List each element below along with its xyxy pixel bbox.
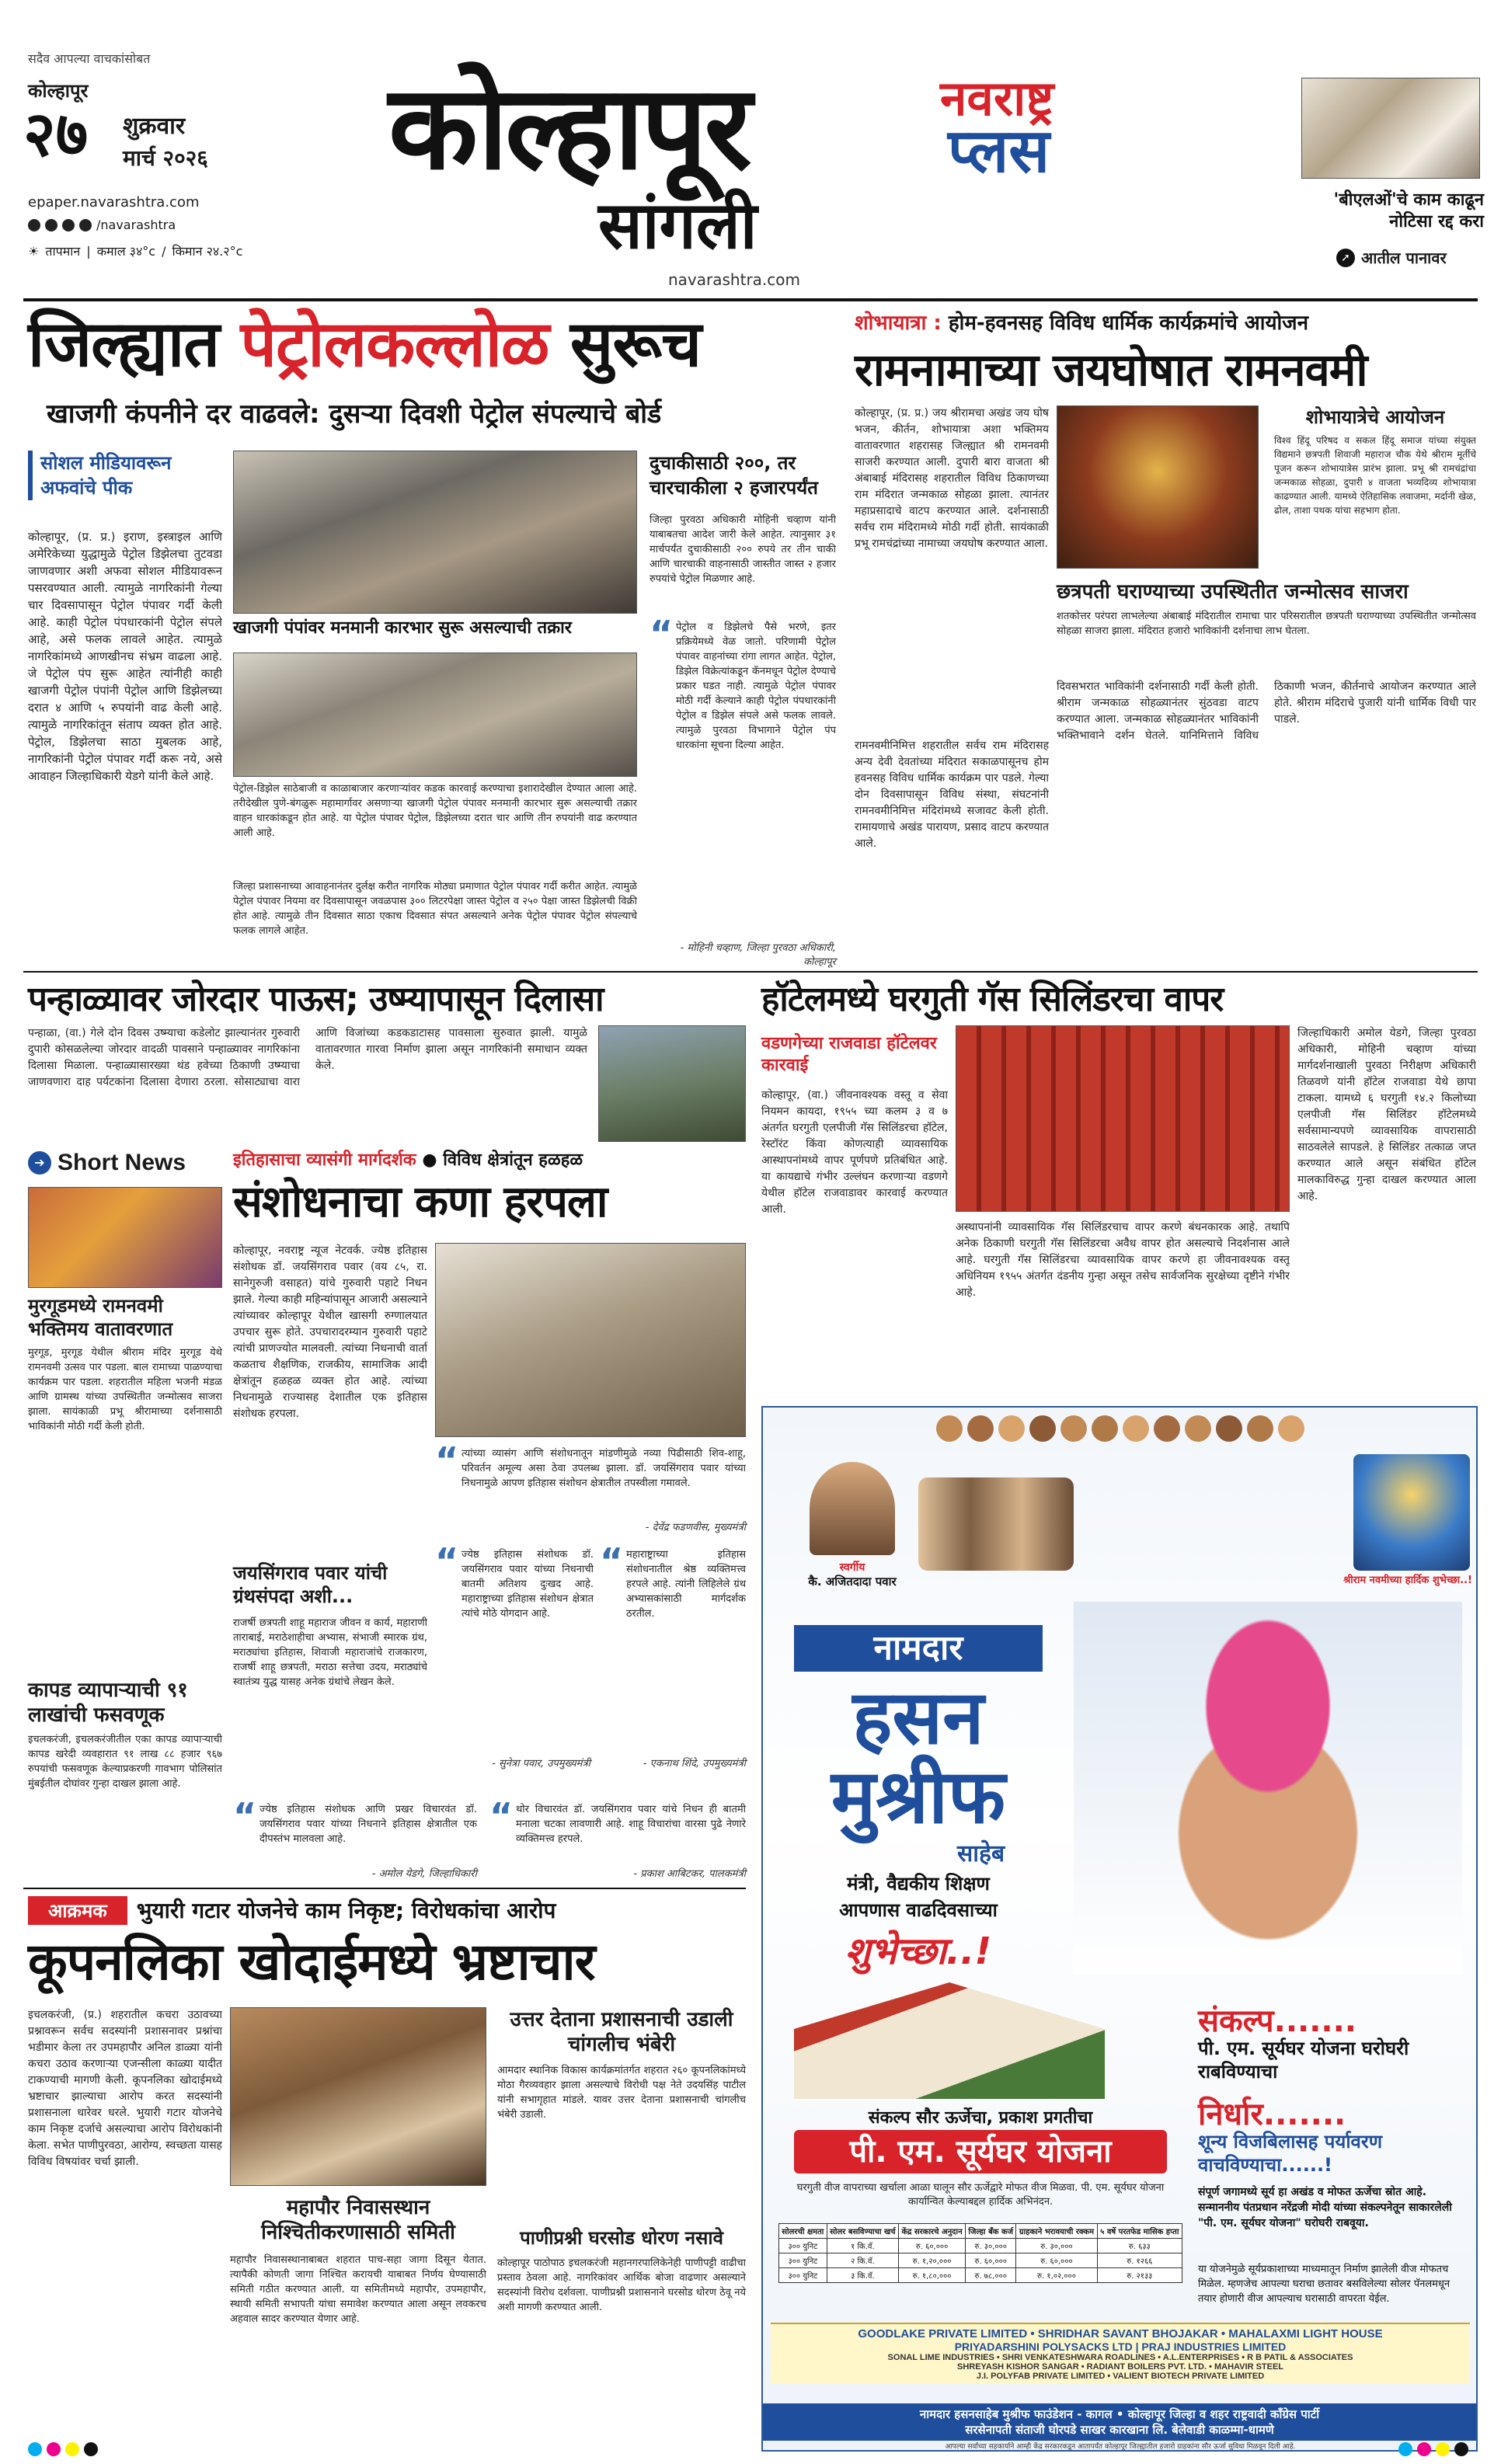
youtube-icon[interactable] [79,219,92,231]
obituary-headline: संशोधनाचा कणा हरपला [233,1177,608,1227]
temp-min: किमान २४.२°c [172,244,243,259]
advert-fine-print: आपल्या सर्वांच्या सहकार्याने आम्ही केंद्र सरकारकडून आतापर्यंत कोल्हापूर जिल्ह्यातील हजारो ग्राहकांना सौर ऊर्जा सुविधा मिळवून दिली आहे. [945,2443,1296,2451]
obituary-sig3: - एकनाथ शिंदे, उपमुख्यमंत्री [643,1758,746,1770]
edition-city: कोल्हापूर [28,80,89,102]
advert-late-portrait [810,1462,895,1555]
advert-scheme-desc: घरगुती वीज वापराच्या खर्चाला आळा घालून सौर ऊर्जेद्वारे मोफत वीज मिळवा. पी. एम. सूर्यघर योजना कार्यान्वित केल्याबद्दल हार्दिक अभिनंदन. [796,2182,1165,2208]
registration-marks-left [28,2442,103,2456]
lead-quote-sig: - मोहिनी चव्हाण, जिल्हा पुरवठा अधिकारी, कोल्हापूर [680,942,836,968]
advert-sankalp-line: पी. एम. सूर्यघर योजना घरोघरी राबविण्याचा [1198,2038,1409,2083]
advert-ram-image [1353,1454,1470,1571]
short-news-item1-head: मुरगूडमध्ये रामनवमी भक्तिमय वातावरणात [28,1295,173,1340]
sponsor-line4: SHREYASH KISHOR SANGAR • RADIANT BOILERS PVT. LTD. • MAHAVIR STEEL [956,2362,1284,2372]
advert-name-suffix: साहेब [957,1840,1005,1867]
short-news-item2-head: कापड व्यापाऱ्याची ९१ लाखांची फसवणूक [28,1679,188,1727]
lead-body-col1: कोल्हापूर, (प्र. प्र.) इराण, इस्त्राइल आणि अमेरिकेच्या युद्धामुळे पेट्रोल डिझेलचा तुटवडा जाणवणार अशी अफवा सोशल मीडियावरून पसरवण्यात आली. त्यामुळे नागरिकांनी गेल्या चार दिवसापासून पेट्रोल पंपावर गर्दी केली आहे. काही पेट्रोल पंपधारकांनी पेट्रोल संपले आहे, असे फलक लावले आहेत. त्यामुळे नागरिकांमध्ये आणखीनच संभ्रम वाढला आहे. जे पेट्रोल पंप सुरू आहेत त्यांनीही काही खाजगी पेट्रोल पंपांनी पेट्रोल आणि डिझेलच्या दरात ४ आणि ५ रुपयांनी वाढ केली आहे. त्यामुळे नागरिकांतून संताप व्यक्त होत आहे. पेट्रोल, डिझेलचा साठा मुबलक आहे, नागरिकांनी पेट्रोल पंपावर गर्दी करू नये, असे आवाहन जिल्हाधिकारी येडगे यांनी केले आहे. [28,530,222,783]
divider-2 [23,1888,746,1889]
table-cell: रु. ६०,००० [899,2239,966,2253]
social-icons [28,218,176,232]
advert-main-portrait [1074,1602,1462,1975]
quote-icon-6: “ [489,1795,514,1837]
arrow-circle-icon: ➚ [1336,249,1355,267]
table-cell: रु. २१३३ [1097,2268,1182,2283]
short-news-label: ➔ Short News [28,1150,222,1176]
sponsor-line1: GOODLAKE PRIVATE LIMITED • SHRIDHAR SAVANT BHOJAKAR • MAHALAXMI LIGHT HOUSE [858,2327,1383,2340]
advert-pledge-body: संपूर्ण जगामध्ये सूर्य हा अखंड व मोफत ऊर्जेचा स्रोत आहे. सन्माननीय पंतप्रधान नरेंद्रजी मोदी यांच्या संकल्पनेतून साकारलेली "पी. एम. सूर्यघर योजना" घरोघरी राबवूया. [1198,2186,1452,2229]
table-cell: रु. ७८,००० [966,2268,1016,2283]
obituary-quote2: ज्येष्ठ इतिहास संशोधक डॉ. जयसिंगराव पवार यांच्या निधनाची बातमी अतिशय दुःखद आहे. महाराष्ट्राच्या इतिहास संशोधन क्षेत्रात त्यांचे मोठे योगदान आहे. [461,1549,594,1620]
epaper-link[interactable]: epaper.navarashtra.com [28,194,200,211]
sponsor-line2: PRIYADARSHINI POLYSACKS LTD | PRAJ INDUSTRIES LIMITED [954,2340,1287,2353]
lead-photo-caption: खाजगी पंपांवर मनमानी कारभार सुरू असल्याची तक्रार [233,618,572,638]
ramnavami-body-left2: रामनवमीनिमित्त शहरातील सर्वच राम मंदिरासह अन्य देवी देवतांच्या मंदिरात सकाळपासूनच होम हवनसह विविध धार्मिक कार्यक्रम पार पडले. गेल्या दोन दिवसापासून विविध संस्था, संघटनांनी रामनवमीनिमित्त मंदिरांमध्ये सजावट केली होती. रामायणाचे अखंड पारायण, प्रसाद वाटप करण्यात आले. [855,740,1049,850]
advert-ram-greeting: श्रीराम नवमीच्या हार्दिक शुभेच्छा..! [1343,1575,1472,1586]
table-header-cell: ग्राहकाने भरावयाची रक्कम [1016,2224,1097,2239]
advert-late-label: स्वर्गीय [839,1561,865,1574]
table-cell: रु. ३०,००० [966,2239,1016,2253]
table-header-cell: जिल्हा बँक कर्ज [966,2224,1016,2239]
hotel-body2: अस्थापनांनी व्यावसायिक गॅस सिलिंडरचाच वापर करणे बंधनकारक आहे. तथापि अनेक ठिकाणी घरगुती गॅस सिलिंडरचा अवैध वापर होत असल्याचे निदर्शनास आले आहे. घरगुती गॅस सिलिंडरचा व्यावसायिक वापर करणे हा जीवनावश्यक वस्तू अधिनियम १९५५ अंतर्गत दंडनीय गुन्हा असून तसेच सार्वजनिक सुरक्षेच्या दृष्टीने गंभीर आहे. [956,1221,1290,1299]
lead-photo-2 [233,653,637,777]
table-cell: २ कि.वॅ. [827,2253,898,2268]
drain-kicker-row [28,1895,746,1925]
obituary-quote4: ज्येष्ठ इतिहास संशोधक आणि प्रखर विचारवंत डॉ. जयसिंगराव पवार यांच्या निधनाने इतिहास क्षेत्रातील एक दीपस्तंभ मालवला आहे. [259,1804,477,1845]
hotel-photo [956,1025,1290,1212]
obituary-sig4: - अमोल येडगे, जिल्हाधिकारी [371,1868,477,1880]
teaser-link[interactable] [1336,247,1447,268]
advert[interactable] [761,1406,1478,2452]
table-cell: रु. ६३३ [1097,2239,1182,2253]
lead-box-body: जिल्हा पुरवठा अधिकारी मोहिनी चव्हाण यांनी याबाबतचा आदेश जारी केले आहेत. त्यानुसार ३१ मार्चपर्यंत दुचाकीसाठी २०० रुपये तर तीन चाकी आणि चारचाकी वाहनासाठी जास्तीत जास्त २ हजार रुपयांचे पेट्रोल मिळणार आहे. [650,514,836,585]
lead-subhead: खाजगी कंपनीने दर वाढवले: दुसऱ्या दिवशी पेट्रोल संपल्याचे बोर्ड [47,398,662,430]
advert-scheme-tag: संकल्प सौर ऊर्जेचा, प्रकाश प्रगतीचा [868,2108,1093,2128]
lead-photo [233,451,637,614]
lead-photo-body2: जिल्हा प्रशासनाच्या आवाहनानंतर दुर्लक्ष करीत नागरिक मोठ्या प्रमाणात पेट्रोल पंपावर गर्दी करीत आहेत. त्यामुळे पेट्रोल पंपावर नियमा वर दिवसापासून जवळपास ३०० लिटरपेक्षा जास्त पेट्रोल व २५० पेक्षा जास्त डिझेलची विक्री होत आहे. त्यामुळे तीन दिवसात साठा एकाच दिवसात संपत असल्याने अनेक पेट्रोल पंपावर पेट्रोल संपल्याचे फलक लागले आहेत. [233,881,637,937]
facebook-icon[interactable] [28,219,40,231]
drain-kicker-text: भुयारी गटार योजनेचे काम निकृष्ट; विरोधकांचा आरोप [136,1898,556,1923]
obituary-kicker: इतिहासाचा व्यासंगी मार्गदर्शक ● विविध क्षेत्रांतून हळहळ [233,1150,583,1170]
weather-strip: ☀ तापमान | कमाल ३४°c / किमान २४.२°c [28,243,243,259]
drain-headline: कूपनलिका खोदाईमध्ये भ्रष्टाचार [28,1932,595,1992]
short-news-item1-body: मुरगूड, मुरगूड येथील श्रीराम मंदिर मुरगूड येथे रामनवमी उत्सव पार पडला. बाल रामाच्या पाळण्याचा कार्यक्रम पार पडला. शहरातील महिला भजनी मंडळ आणि ग्रामस्थ यांच्या उपस्थितीत जन्मोत्सव साजरा झाला. सायंकाळी प्रभू श्रीरामाच्या दर्शनासाठी भाविकांनी मोठी गर्दी केली होती. [28,1347,222,1432]
masthead-tagline: सदैव आपल्या वाचकांसोबत [28,51,151,66]
ramnavami-sub-head: छत्रपती घराण्याच्या उपस्थितीत जन्मोत्सव साजरा [1057,580,1409,604]
drain-body: इचलकरंजी, (प्र.) शहरातील कचरा उठावच्या प्रश्नावरून सर्वच सदस्यांनी प्रशासनावर प्रश्नांचा भडीमार केला तर उपमहापौर अनिल डाळ्या यांनी कचरा उठाव करणाऱ्या एजन्सीला काळ्या यादीत टाकण्याची मागणी केली. कूपनलिका खोदाईमध्ये भ्रष्टाचार झाल्याचा आरोप करत सदस्यांनी प्रशासनाला धारेवर धरले. भुयारी गटार योजनेचे काम निकृष्ट दर्जाचे असल्याचा आरोप विरोधकांनी केला. सभेत पाणीपुरवठा, आरोग्य, स्वच्छता यासह विविध विषयांवर चर्चा झाली. [28,2009,222,2168]
day-number: २७ [23,98,89,170]
advert-name-line2: मुश्रीफ [831,1753,1006,1840]
table-cell: रु. १,८०,००० [899,2268,966,2283]
title-main: कोल्हापूर [388,61,749,196]
table-cell: रु. १२६६ [1097,2253,1182,2268]
lead-headline: जिल्ह्यात पेट्रोलकल्लोळ सुरूच [28,308,702,381]
table-header-cell: केंद्र सरकारचे अनुदान [899,2224,966,2239]
table-cell: ३०० युनिट [779,2239,827,2253]
advert-pledge-body2: या योजनेमुळे सूर्यप्रकाशाच्या माध्यमातून निर्माण झालेली वीज मोफतच मिळेल. म्हणजेच आपल्या घराचा छतावर बसविलेल्या सोलर पॅनलमधून तयार होणारी वीज आपल्याच घरासाठी वापरता येईल. [1198,2264,1451,2305]
obituary-sub-head: जयसिंगराव पवार यांची ग्रंथसंपदा अशी... [233,1562,388,1607]
obituary-photo [435,1243,746,1437]
table-cell: रु. १,०२,००० [1016,2268,1097,2283]
drain-col2-body: महापौर निवासस्थानाबाबत शहरात पाच-सहा जागा दिसून येतात. त्यापैकी कोणती जागा निश्चित करायची याबाबत निर्णय घेण्यासाठी समिती गठीत करण्यात आली. या समितीमध्ये महापौर, उपमहापौर, स्थायी समिती सभापती यांचा समावेश करण्यात आला असून लवकरच अहवाल सादर करण्यात येणार आहे. [230,2254,486,2325]
table-cell: ३०० युनिट [779,2253,827,2268]
ramnavami-kicker: शोभायात्रा : होम-हवनसह विविध धार्मिक कार्यक्रमांचे आयोजन [855,311,1308,335]
panhala-body: पन्हाळा, (वा.) गेले दोन दिवस उष्म्याचा कडेलोट झाल्यानंतर गुरुवारी दुपारी कोसळलेल्या जोरदार वादळी पावसाने पन्हाळ्यावर नागरिकांना दिलासा मिळाला. पन्हाळ्यासारख्या थंड हवेच्या ठिकाणी उष्म्याचा जाणवणारा दाह पर्यटकांना दिलासा देणारा ठरला. सोसाट्याचा वारा आणि विजांच्या कडकडाटासह पावसाला सुरुवात झाली. यामुळे वातावरणात गारवा निर्माण झाला असून नागरिकांनी समाधान व्यक्त केले. [28,1027,587,1088]
website[interactable]: navarashtra.com [668,270,800,289]
table-row [779,2239,1182,2253]
obituary-quote5: थोर विचारवंत डॉ. जयसिंगराव पवार यांचे निधन ही बातमी मनाला चटका लावणारी आहे. शाहू विचारांचा वारसा पुढे नेणारे व्यक्तिमत्त्व हरपले. [516,1804,746,1845]
masthead [0,0,1501,303]
advert-wishes: शुभेच्छा..! [845,1930,992,1973]
obituary-body: कोल्हापूर, नवराष्ट्र न्यूज नेटवर्क. ज्येष्ठ इतिहास संशोधक डॉ. जयसिंगराव पवार (वय ८५, रा. सानेगुरुजी वसाहत) यांचे गुरुवारी पहाटे निधन झाले. गेल्या काही महिन्यांपासून आजारी असल्याने त्यांच्यावर कोल्हापूर येथील खासगी रुग्णालयात उपचार सुरू होते. उपचारादरम्यान गुरुवारी पहाटे त्यांची प्राणज्योत मालवली. त्यांच्या निधनाची वार्ता कळताच शैक्षणिक, राजकीय, सामाजिक आदी क्षेत्रांतून हळहळ व्यक्त होत आहे. त्यांच्या निधनामुळे राज्यासह देशातील एक इतिहास संशोधक हरपला. [233,1244,427,1420]
table-cell: रु. ३०,००० [1016,2239,1097,2253]
table-header-cell: सोलरची क्षमता [779,2224,827,2239]
quote-icon-2: “ [435,1439,459,1481]
short-news-photo [28,1187,222,1288]
lead-quote-body: पेट्रोल व डिझेलचे पैसे भरणे, इतर प्रक्रियेमध्ये वेळ जातो. परिणामी पेट्रोल पंपावर वाहनांच्या रांगा लागत आहेत. पेट्रोल, डिझेल विक्रेत्यांकडून कॅनमधून पेट्रोल देण्याचे प्रकार घडत नाही. त्यामुळे पेट्रोल पंपावर मोठी गर्दी केल्याने काही पेट्रोल पंपधारकांनी पेट्रोल व डिझेल संपले असे फलक लावले. त्यामुळे पुरवठा विभागाने पेट्रोल पंप धारकांना सूचना दिल्या आहेत. [676,621,836,751]
advert-footer [763,2403,1476,2441]
teaser-headline[interactable]: 'बीएलओं'चे काम काढून नोटिसा रद्द करा [1333,190,1484,231]
x-icon[interactable] [45,219,57,231]
table-cell: रु. ६०,००० [966,2253,1016,2268]
ramnavami-body-right: दिवसभरात भाविकांनी दर्शनासाठी गर्दी केली होती. श्रीराम जन्मकाळ सोहळ्यानंतर सुंठवडा वाटप करण्यात आला. जन्मकाळ सोहळ्यानंतर भाविकांनी भक्तिभावाने दर्शन घेतले. यानिमित्ताने विविध ठिकाणी भजन, कीर्तनाचे आयोजन करण्यात आले होते. श्रीराम मंदिराचे पुजारी यांनी धार्मिक विधी पार पाडले. [1057,680,1476,742]
advert-sankalp-title: संकल्प....... [1198,2003,1357,2039]
table-cell: १ कि.वॅ. [827,2239,898,2253]
advert-nirdhar-line: शून्य विजबिलासह पर्यावरण वाचविण्याचा......! [1198,2131,1383,2176]
obituary-sig2: - सुनेत्रा पवार, उपमुख्यमंत्री [492,1758,590,1770]
table-row [779,2268,1182,2283]
advert-late-name: कै. अजितदादा पवार [808,1575,897,1589]
table-cell: ३०० युनिट [779,2268,827,2283]
ramnavami-side-body: विश्व हिंदू परिषद व सकल हिंदू समाज यांच्या संयुक्त विद्यमाने छत्रपती शिवाजी महाराज चौक येथे श्रीराम मूर्तीचे पूजन करून शोभायात्रेस प्रारंभ झाला. प्रभू श्री रामचंद्रांचा जन्मकाळ सोहळा, दुपारी ४ वाजता भव्यदिव्य शोभायात्रा काढण्यात आली. यामध्ये ऐतिहासिक लवाजमा, मर्दानी खेळ, ढोल, ताशा पथक यांचा सहभाग होता. [1274,435,1476,516]
advert-designation: मंत्री, वैद्यकीय शिक्षण [847,1873,990,1895]
short-news-item2-body: इचलकरंजी, इचलकरंजीतील एका कापड व्यापाऱ्याची कापड खरेदी व्यवहारात ९१ लाख ८८ हजार ९६७ रुपयांची फसवणूक केल्याप्रकरणी गावभाग पोलिसांत मुंबईतील दोघांवर गुन्हा दाखल झाला आहे. [28,1734,222,1790]
advert-scheme-name: पी. एम. सूर्यघर योजना [794,2130,1167,2173]
obituary-sub-body: राजर्षी छत्रपती शाहू महाराज जीवन व कार्य, महाराणी ताराबाई, मराठेशाहीचा अभ्यास, संभाजी स्मारक ग्रंथ, मराठ्यांचा इतिहास, शिवाजी महाराजांचे राजकारण, राजर्षी शाहू छत्रपती, मराठा सत्तेचा उदय, मराठ्यांचे स्वातंत्र्य युद्ध यासह अनेक ग्रंथांचे लेखन केले. [233,1617,427,1688]
table-cell: ३ कि.वॅ. [827,2268,898,2283]
arrow-right-icon: ➔ [28,1151,51,1175]
advert-portraits-strip [872,1415,1369,1446]
teaser-link-label: आतील पानावर [1361,249,1447,267]
ramnavami-body-left: कोल्हापूर, (प्र. प्र.) जय श्रीरामचा अखंड जय घोष भजन, कीर्तन, शोभायात्रा अशा भक्तिमय वातावरणात शहरासह जिल्ह्यात श्री रामनवमी साजरी करण्यात आली. दुपारी बारा वाजता श्री अंबाबाई मंदिरासह शहरातील विविध ठिकाणच्या राम मंदिरात जन्मकाळ सोहळा झाला. त्यानंतर महाप्रसादाचे वाटप करण्यात आले. दर्शनासाठी सर्वच राम मंदिरामध्ये मोठी गर्दी होती. सायंकाळी प्रभू रामचंद्रांच्या नामाच्या जयघोष करण्यात आला. [855,407,1049,550]
panhala-photo [598,1025,746,1142]
drain-col3-sub-body: कोल्हापूर पाठोपाठ इचलकरंजी महानगरपालिकेनेही पाणीपट्टी वाढीचा प्रस्ताव ठेवला आहे. नागरिकांवर आर्थिक बोजा वाढणार असल्याने सदस्यांनी विरोध दर्शवला. पाणीप्रश्नी प्रशासनाने घरसोड धोरण ठेवू नये अशी मागणी करण्यात आली. [497,2257,746,2313]
hotel-body3: जिल्हाधिकारी अमोल येडगे, जिल्हा पुरवठा अधिकारी, मोहिनी चव्हाण यांच्या मार्गदर्शनाखाली पुरवठा निरीक्षण अधिकारी तिळवणे यांनी हॉटेल राजवाडा येथे छापा टाकला. यामध्ये ६ घरगुती १४.२ किलोच्या एलपीजी गॅस सिलिंडर हॉटेलमध्ये सर्वसामान्यपणे व्यावसायिक वापरासाठी साठवलेले सापडले. हे सिलिंडर तत्काळ जप्त करण्यात आले असून संबंधित हॉटेल मालकाविरुद्ध गुन्हा दाखल करण्यात आला आहे. [1297,1027,1476,1202]
quote-icon: “ [650,613,674,655]
title-sub: सांगली [598,187,757,263]
advert-footer-line1: नामदार हसनसाहेब मुश्रीफ फाउंडेशन - कागल • कोल्हापूर जिल्हा व शहर राष्ट्रवादी काँग्रेस पार्टी [919,2407,1320,2421]
drain-photo [230,2007,486,2186]
registration-marks-right [1398,2442,1473,2456]
advert-house-image [794,1982,1105,2099]
advert-occasion: आपणास वाढदिवसाच्या [839,1899,998,1921]
quote-icon-3: “ [435,1540,459,1582]
divider-1 [23,971,1478,973]
table-cell: रु. १,२०,००० [899,2253,966,2268]
ramnavami-headline: रामनामाच्या जयघोषात रामनवमी [855,343,1367,396]
panhala-headline: पन्हाळ्यावर जोरदार पाऊस; उष्म्यापासून दिलासा [28,980,604,1019]
weekday: शुक्रवार [123,113,186,140]
drain-col2-head: महापौर निवासस्थान निश्चितीकरणासाठी समिती [261,2196,455,2244]
lead-side-kicker: सोशल मीडियावरून अफवांचे पीक [28,451,214,500]
drain-col3-body: आमदार स्थानिक विकास कार्यक्रमांतर्गत शहरात २६० कूपनलिकांमध्ये मोठा गैरव्यवहार झाला असल्याचे विरोधी पक्ष नेते उदयसिंह पाटील यांनी सभागृहात मांडले. यावर उत्तर देताना प्रशासनाची चांगलीच भंबेरी उडाली. [497,2065,746,2121]
advert-subsidy-table [778,2223,1182,2283]
ramnavami-side-head: शोभायात्रेचे आयोजन [1305,406,1445,428]
obituary-sig1: - देवेंद्र फडणवीस, मुख्यमंत्री [645,1522,746,1533]
sponsor-line5: J.I. POLYFAB PRIVATE LIMITED • VALIENT BIOTECH PRIVATE LIMITED [976,2372,1265,2381]
table-row [779,2253,1182,2268]
quote-icon-5: “ [233,1795,257,1837]
hotel-body1: कोल्हापूर, (वा.) जीवनावश्यक वस्तू व सेवा नियमन कायदा, १९५५ च्या कलम ३ व ७ अंतर्गत घरगुती एलपीजी गॅस सिलिंडरचा हॉटेल, रेस्टॉरंट किंवा कोणत्याही व्यावसायिक आस्थापनांमध्ये वापर पूर्णपणे प्रतिबंधित आहे. या कायद्याचे गंभीर उल्लंघन करणाऱ्या वडणगे येथील हॉटेल राजवाडावर कारवाई करण्यात आली. [761,1089,948,1216]
quote-icon-4: “ [600,1540,624,1582]
obituary-quote1: त्यांच्या व्यासंग आणि संशोधनातून मांडणीमुळे नव्या पिढीसाठी शिव-शाहू, परिवर्तन अमूल्य असा ठेवा उपलब्ध झाला. डॉ. जयसिंगराव पवार यांच्या निधनामुळे आपण इतिहास संशोधन क्षेत्रातील तपस्वीला गमावले. [461,1448,746,1489]
obituary-sig5: - प्रकाश आबिटकर, पालकमंत्री [633,1868,746,1880]
advert-nirdhar-title: निर्धार....... [1198,2097,1346,2132]
teaser-photo [1301,78,1480,179]
advert-sponsors [771,2323,1470,2384]
temp-max: कमाल ३४°c [96,244,156,259]
drain-col3-sub: पाणीप्रश्नी घरसोड धोरण नसावे [520,2227,723,2249]
brand-bottom: प्लस [948,117,1050,186]
masthead-rule [23,298,1478,301]
advert-footer-line2: सरसेनापती संताजी घोरपडे साखर कारखाना लि. बेलेवाडी काळम्मा-धामणे [965,2423,1274,2437]
month-year: मार्च २०२६ [123,145,208,171]
weather-label: तापमान [45,244,81,259]
brand-top: नवराष्ट्र [940,70,1054,127]
advert-name-line1: हसन [852,1674,984,1761]
drain-col3-head: उत्तर देताना प्रशासनाची उडाली चांगलीच भंबेरी [510,2008,733,2056]
advert-leaders-group [918,1477,1074,1571]
hotel-kicker: वडणगेच्या राजवाडा हॉटेलवर कारवाई [761,1034,937,1075]
social-handle: /navarashtra [96,218,176,232]
table-header-cell: सोलर बसविण्याचा खर्च [827,2224,898,2239]
drain-kicker: आक्रमक [28,1896,127,1925]
ramnavami-sub-body: शतकोत्तर परंपरा लाभलेल्या अंबाबाई मंदिरातील रामाचा पार परिसरातील छत्रपती घराण्याच्या उपस्थितीत जन्मोत्सव सोहळा साजरा झाला. मंदिरात हजारो भाविकांनी दर्शनाचा लाभ घेतला. [1057,611,1476,637]
advert-honorific: नामदार [794,1625,1043,1672]
obituary-quote3: महाराष्ट्राच्या इतिहास संशोधनातील श्रेष्ठ व्यक्तिमत्त्व हरपले आहे. त्यांनी लिहिलेले ग्रंथ अभ्यासकांसाठी मार्गदर्शक ठरतील. [626,1549,746,1620]
table-cell: रु. ६०,००० [1016,2253,1097,2268]
instagram-icon[interactable] [62,219,75,231]
lead-photo-body: पेट्रोल-डिझेल साठेबाजी व काळाबाजार करणाऱ्यांवर कडक कारवाई करण्याचा इशारादेखील देण्यात आला आहे. तरीदेखील पुणे-बंगळुरू महामार्गावर असणाऱ्या खाजगी पेट्रोल पंपावर मनमानी कारभार सुरू असल्याची तक्रार वाहन धारकांकडून होत आहे. या पेट्रोल पंपावर पेट्रोल, डिझेलच्या दरात चार आणि तीन रुपयांनी वाढ करण्यात आली आहे. [233,783,637,839]
thermometer-icon: ☀ [28,243,40,259]
hotel-headline: हॉटेलमध्ये घरगुती गॅस सिलिंडरचा वापर [761,980,1224,1019]
sponsor-line3: SONAL LIME INDUSTRIES • SHRI VENKATESHWARA ROADLINES • A.L.ENTERPRISES • R B PATIL & ASSOCIATES [887,2353,1353,2362]
table-header-cell: ५ वर्षे परतफेड मासिक हप्ता [1097,2224,1182,2239]
ramnavami-photo [1057,405,1259,569]
lead-box-head: दुचाकीसाठी २००, तर चारचाकीला २ हजारपर्यंत [650,452,818,499]
